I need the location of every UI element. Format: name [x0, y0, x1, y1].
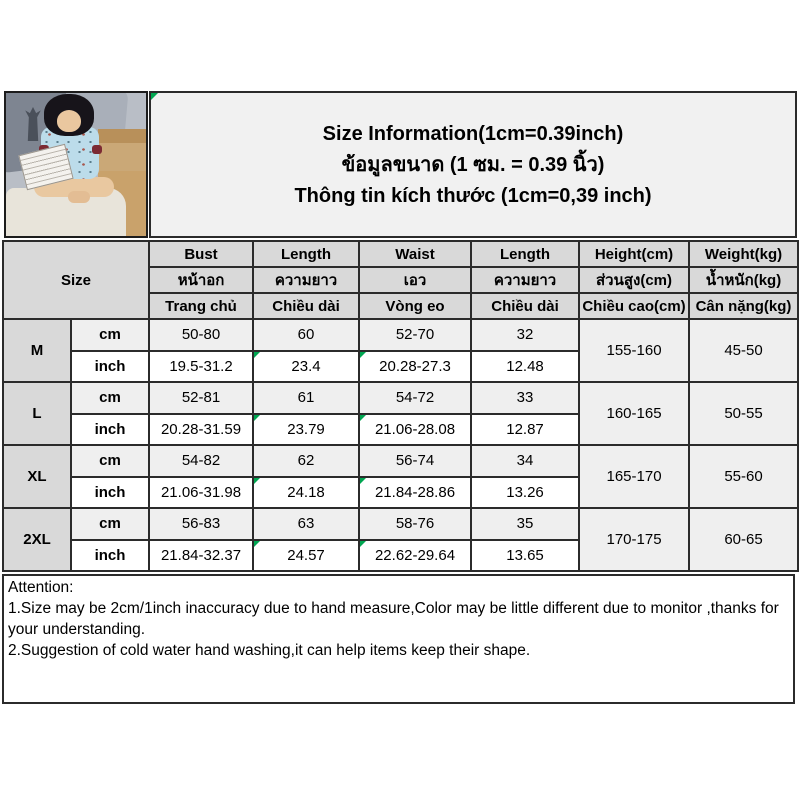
xl-weight: 55-60	[689, 445, 798, 508]
model-face	[57, 110, 81, 132]
unit-inch: inch	[71, 414, 149, 446]
unit-inch: inch	[71, 540, 149, 572]
2xl-inch-bust: 21.84-32.37	[149, 540, 253, 572]
header-weight-th: น้ำหนัก(kg)	[689, 267, 798, 293]
m-inch-length2: 12.48	[471, 351, 579, 383]
2xl-height: 170-175	[579, 508, 689, 571]
header-bust-vi: Trang chủ	[149, 293, 253, 319]
header-weight-vi: Cân nặng(kg)	[689, 293, 798, 319]
2xl-weight: 60-65	[689, 508, 798, 571]
model-foot	[68, 191, 90, 203]
title-line-vi: Thông tin kích thước (1cm=0,39 inch)	[294, 184, 652, 207]
l-cm-waist: 54-72	[359, 382, 471, 414]
size-table	[2, 240, 799, 572]
size-label-l: L	[3, 382, 71, 445]
sleeve-cuff	[92, 145, 102, 154]
xl-inch-length2: 13.26	[471, 477, 579, 509]
m-inch-waist: 20.28-27.3	[359, 351, 471, 383]
unit-cm: cm	[71, 445, 149, 477]
header-bust-en: Bust	[149, 241, 253, 267]
header-bust-th: หน้าอก	[149, 267, 253, 293]
2xl-cm-length: 63	[253, 508, 359, 540]
l-inch-bust: 20.28-31.59	[149, 414, 253, 446]
header-height-en: Height(cm)	[579, 241, 689, 267]
header-height-th: ส่วนสูง(cm)	[579, 267, 689, 293]
attention-note	[2, 574, 795, 704]
header-height-vi: Chiều cao(cm)	[579, 293, 689, 319]
l-height: 160-165	[579, 382, 689, 445]
m-cm-waist: 52-70	[359, 319, 471, 351]
header-length2-vi: Chiều dài	[471, 293, 579, 319]
l-inch-length2: 12.87	[471, 414, 579, 446]
unit-cm: cm	[71, 382, 149, 414]
header-length2-th: ความยาว	[471, 267, 579, 293]
header-waist-en: Waist	[359, 241, 471, 267]
attention-heading: Attention:	[8, 579, 74, 596]
header-length-vi: Chiều dài	[253, 293, 359, 319]
header-waist-vi: Vòng eo	[359, 293, 471, 319]
attention-line-1: 1.Size may be 2cm/1inch inaccuracy due to hand measure,Color may be little different due to monitor ,thanks for your understanding.	[8, 600, 779, 638]
2xl-inch-length: 24.57	[253, 540, 359, 572]
title-line-th: ข้อมูลขนาด (1 ซม. = 0.39 นิ้ว)	[341, 153, 605, 176]
header-waist-th: เอว	[359, 267, 471, 293]
2xl-inch-length2: 13.65	[471, 540, 579, 572]
xl-inch-length: 24.18	[253, 477, 359, 509]
header-length-en: Length	[253, 241, 359, 267]
attention-line-2: 2.Suggestion of cold water hand washing,it can help items keep their shape.	[8, 642, 531, 659]
size-information-title	[149, 91, 797, 238]
row-xl-cm	[3, 445, 798, 477]
size-header-cell: Size	[3, 241, 149, 319]
header-length-th: ความยาว	[253, 267, 359, 293]
2xl-cm-length2: 35	[471, 508, 579, 540]
2xl-cm-bust: 56-83	[149, 508, 253, 540]
xl-cm-waist: 56-74	[359, 445, 471, 477]
m-inch-bust: 19.5-31.2	[149, 351, 253, 383]
l-inch-length: 23.79	[253, 414, 359, 446]
unit-cm: cm	[71, 508, 149, 540]
l-cm-bust: 52-81	[149, 382, 253, 414]
row-2xl-cm	[3, 508, 798, 540]
row-l-cm	[3, 382, 798, 414]
row-m-cm	[3, 319, 798, 351]
size-label-m: M	[3, 319, 71, 382]
xl-cm-length2: 34	[471, 445, 579, 477]
m-weight: 45-50	[689, 319, 798, 382]
2xl-cm-waist: 58-76	[359, 508, 471, 540]
2xl-inch-waist: 22.62-29.64	[359, 540, 471, 572]
product-photo	[4, 91, 148, 238]
size-label-xl: XL	[3, 445, 71, 508]
xl-cm-bust: 54-82	[149, 445, 253, 477]
title-line-en: Size Information(1cm=0.39inch)	[322, 122, 624, 145]
l-weight: 50-55	[689, 382, 798, 445]
xl-inch-bust: 21.06-31.98	[149, 477, 253, 509]
header-length2-en: Length	[471, 241, 579, 267]
size-label-2xl: 2XL	[3, 508, 71, 571]
xl-cm-length: 62	[253, 445, 359, 477]
xl-height: 165-170	[579, 445, 689, 508]
m-cm-length2: 32	[471, 319, 579, 351]
unit-inch: inch	[71, 477, 149, 509]
l-cm-length: 61	[253, 382, 359, 414]
header-weight-en: Weight(kg)	[689, 241, 798, 267]
xl-inch-waist: 21.84-28.86	[359, 477, 471, 509]
m-cm-length: 60	[253, 319, 359, 351]
unit-cm: cm	[71, 319, 149, 351]
l-cm-length2: 33	[471, 382, 579, 414]
m-height: 155-160	[579, 319, 689, 382]
l-inch-waist: 21.06-28.08	[359, 414, 471, 446]
m-cm-bust: 50-80	[149, 319, 253, 351]
unit-inch: inch	[71, 351, 149, 383]
m-inch-length: 23.4	[253, 351, 359, 383]
header-row-en	[3, 241, 798, 267]
